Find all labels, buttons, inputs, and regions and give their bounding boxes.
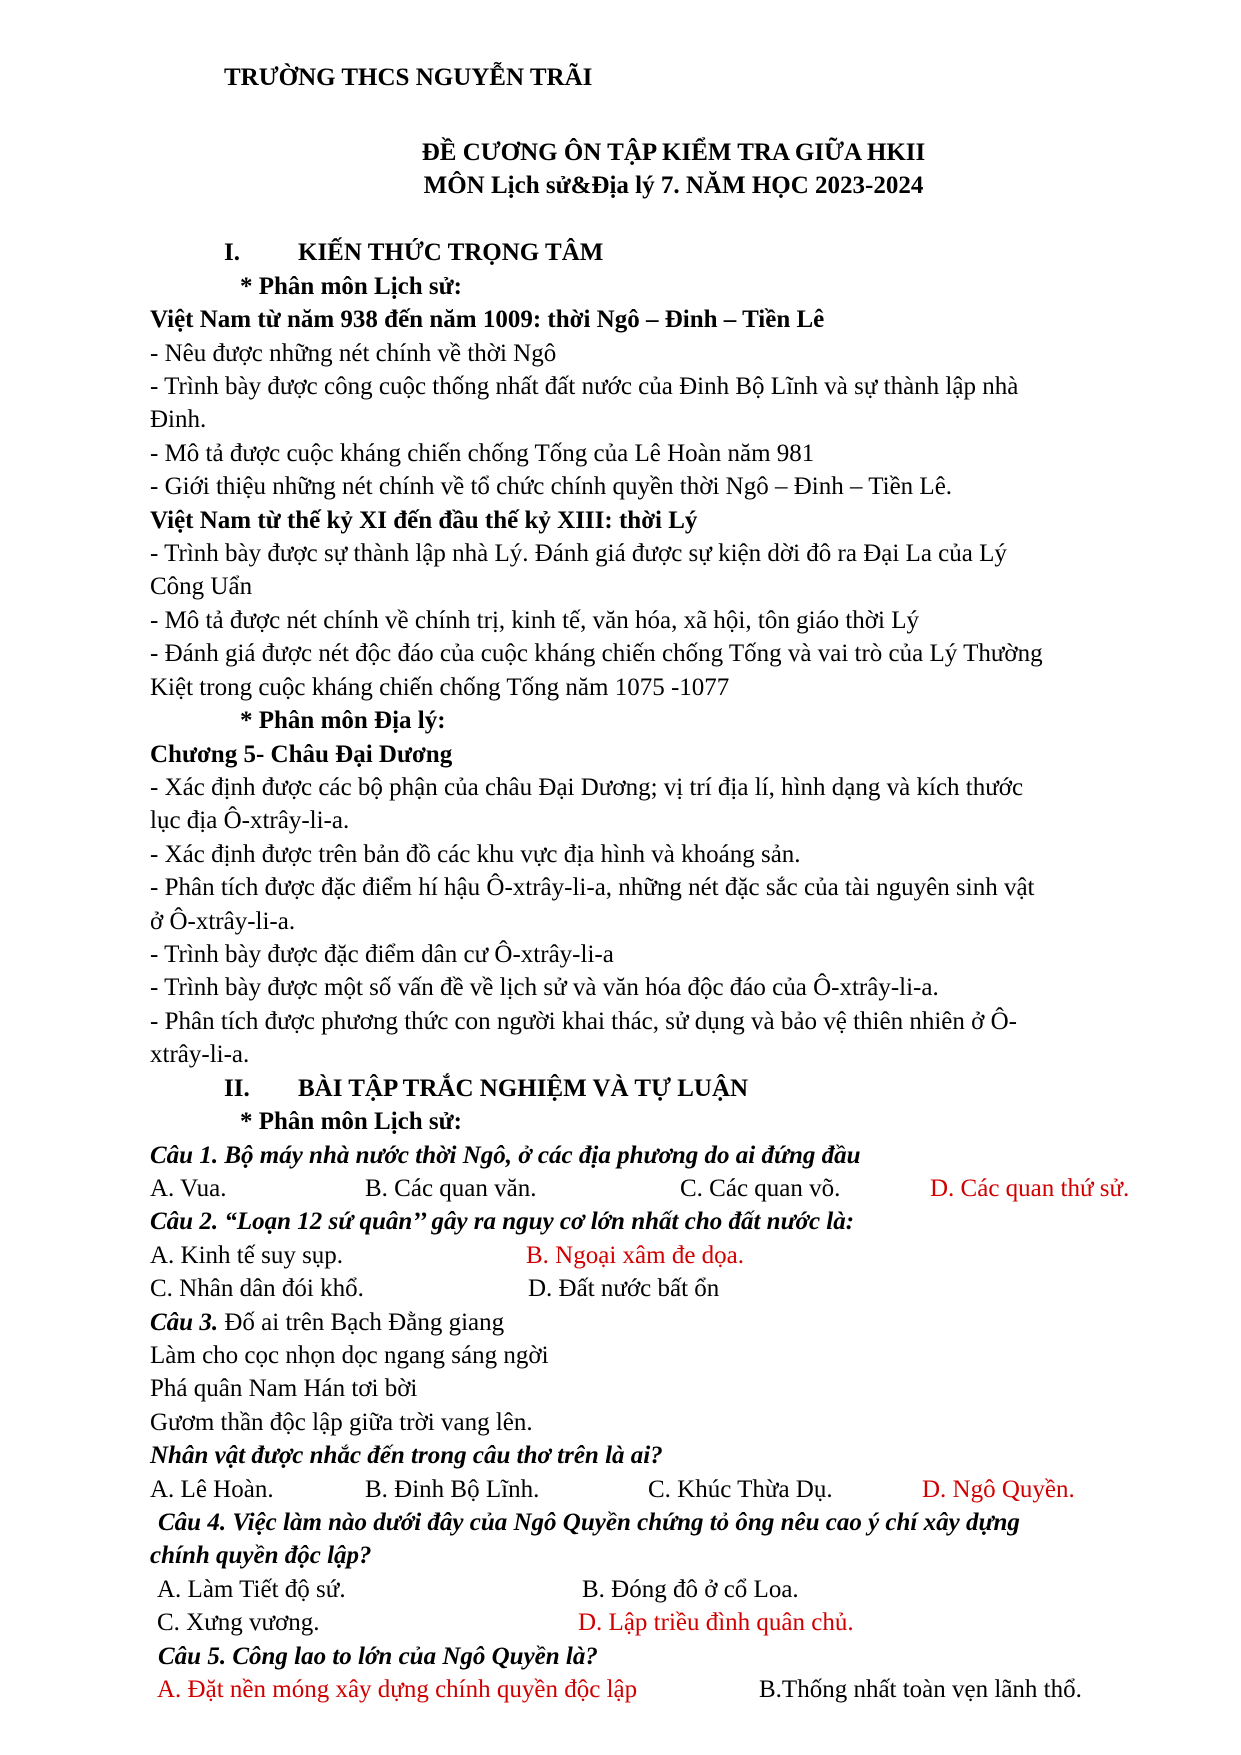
- topic1-line: - Giới thiệu những nét chính về tổ chức chính quyền thời Ngô – Đinh – Tiền Lê.: [150, 473, 953, 500]
- section-2-numeral: II.: [224, 1075, 250, 1102]
- geography-subheading: * Phân môn Địa lý:: [240, 707, 446, 734]
- document-title-line-1: ĐỀ CƯƠNG ÔN TẬP KIỂM TRA GIỮA HKII: [421, 139, 926, 166]
- topic3-line: - Xác định được trên bản đồ các khu vực địa hình và khoáng sản.: [150, 841, 801, 868]
- q2-option-c: C. Nhân dân đói khổ.: [150, 1275, 364, 1302]
- question-3-prompt: Nhân vật được nhắc đến trong câu thơ trên là ai?: [150, 1442, 663, 1469]
- topic3-line: - Phân tích được phương thức con người khai thác, sử dụng và bảo vệ thiên nhiên ở Ô-: [150, 1008, 1017, 1035]
- question-5: Câu 5. Công lao to lớn của Ngô Quyền là?: [158, 1643, 598, 1670]
- q4-option-b: B. Đóng đô ở cổ Loa.: [582, 1576, 799, 1603]
- q5-option-b: B.Thống nhất toàn vẹn lãnh thổ.: [759, 1676, 1082, 1703]
- poem-line-1: Đố ai trên Bạch Đằng giang: [218, 1309, 505, 1336]
- topic-oceania: Chương 5- Châu Đại Dương: [150, 741, 453, 768]
- q2-option-b-answer: B. Ngoại xâm đe dọa.: [526, 1242, 745, 1269]
- topic1-line: Đinh.: [150, 406, 207, 433]
- question-3-label: Câu 3.: [150, 1309, 219, 1336]
- topic2-line: - Đánh giá được nét độc đáo của cuộc kháng chiến chống Tống và vai trò của Lý Thường: [150, 640, 1043, 667]
- q1-option-b: B. Các quan văn.: [365, 1175, 537, 1202]
- q5-option-a-answer: A. Đặt nền móng xây dựng chính quyền độc lập: [157, 1676, 638, 1703]
- topic2-line: Công Uẩn: [150, 573, 253, 600]
- topic-ly-dynasty: Việt Nam từ thế kỷ XI đến đầu thế kỷ XIII: thời Lý: [150, 507, 698, 534]
- question-2: Câu 2. “Loạn 12 sứ quân’’ gây ra nguy cơ lớn nhất cho đất nước là:: [150, 1208, 855, 1235]
- q2-option-a: A. Kinh tế suy sụp.: [150, 1242, 344, 1269]
- topic3-line: lục địa Ô-xtrây-li-a.: [150, 807, 350, 834]
- school-name: TRƯỜNG THCS NGUYỄN TRÃI: [224, 64, 593, 91]
- question-4-line-2: chính quyền độc lập?: [150, 1542, 372, 1569]
- poem-line-4: Gươm thần độc lập giữa trời vang lên.: [150, 1409, 533, 1436]
- topic-ngo-dinh-tienle: Việt Nam từ năm 938 đến năm 1009: thời Ngô – Đinh – Tiền Lê: [150, 306, 825, 333]
- topic3-line: - Xác định được các bộ phận của châu Đại Dương; vị trí địa lí, hình dạng và kích thước: [150, 774, 1024, 801]
- question-4-line-1: Câu 4. Việc làm nào dưới đây của Ngô Quyền chứng tỏ ông nêu cao ý chí xây dựng: [158, 1509, 1020, 1536]
- topic1-line: - Mô tả được cuộc kháng chiến chống Tống của Lê Hoàn năm 981: [150, 440, 815, 467]
- q4-option-c: C. Xưng vương.: [157, 1609, 320, 1636]
- q1-option-c: C. Các quan võ.: [680, 1175, 841, 1202]
- topic3-line: - Trình bày được đặc điểm dân cư Ô-xtrây-li-a: [150, 941, 614, 968]
- topic3-line: - Trình bày được một số vấn đề về lịch sử và văn hóa độc đáo của Ô-xtrây-li-a.: [150, 974, 939, 1001]
- topic3-line: xtrây-li-a.: [150, 1041, 250, 1068]
- topic2-line: Kiệt trong cuộc kháng chiến chống Tống năm 1075 -1077: [150, 674, 730, 701]
- topic2-line: - Mô tả được nét chính về chính trị, kinh tế, văn hóa, xã hội, tôn giáo thời Lý: [150, 607, 919, 634]
- topic3-line: ở Ô-xtrây-li-a.: [150, 908, 296, 935]
- q3-option-c: C. Khúc Thừa Dụ.: [648, 1476, 833, 1503]
- q2-option-d: D. Đất nước bất ổn: [528, 1275, 720, 1302]
- q1-option-a: A. Vua.: [150, 1175, 227, 1202]
- q1-option-d-answer: D. Các quan thứ sử.: [930, 1175, 1130, 1202]
- q3-option-b: B. Đinh Bộ Lĩnh.: [365, 1476, 540, 1503]
- topic3-line: - Phân tích được đặc điểm hí hậu Ô-xtrây-li-a, những nét đặc sắc của tài nguyên sinh vật: [150, 874, 1035, 901]
- question-3-first-line: [150, 1308, 504, 1338]
- section-2-heading: BÀI TẬP TRẮC NGHIỆM VÀ TỰ LUẬN: [298, 1075, 749, 1102]
- history-subheading-2: * Phân môn Lịch sử:: [240, 1108, 462, 1135]
- history-subheading: * Phân môn Lịch sử:: [240, 273, 462, 300]
- section-1-heading: KIẾN THỨC TRỌNG TÂM: [298, 239, 604, 266]
- document-title-line-2: MÔN Lịch sử&Địa lý 7. NĂM HỌC 2023-2024: [423, 172, 924, 199]
- poem-line-3: Phá quân Nam Hán tơi bời: [150, 1375, 418, 1402]
- q4-option-a: A. Làm Tiết độ sứ.: [157, 1576, 346, 1603]
- topic1-line: - Trình bày được công cuộc thống nhất đất nước của Đinh Bộ Lĩnh và sự thành lập nhà: [150, 373, 1019, 400]
- poem-line-2: Làm cho cọc nhọn dọc ngang sáng ngời: [150, 1342, 549, 1369]
- topic1-line: - Nêu được những nét chính về thời Ngô: [150, 340, 557, 367]
- topic2-line: - Trình bày được sự thành lập nhà Lý. Đánh giá được sự kiện dời đô ra Đại La của Lý: [150, 540, 1007, 567]
- q3-option-a: A. Lê Hoàn.: [150, 1476, 274, 1503]
- q3-option-d-answer: D. Ngô Quyền.: [922, 1476, 1075, 1503]
- q4-option-d-answer: D. Lập triều đình quân chủ.: [578, 1609, 854, 1636]
- question-1: Câu 1. Bộ máy nhà nước thời Ngô, ở các địa phương do ai đứng đầu: [150, 1142, 861, 1169]
- section-1-numeral: I.: [224, 239, 240, 266]
